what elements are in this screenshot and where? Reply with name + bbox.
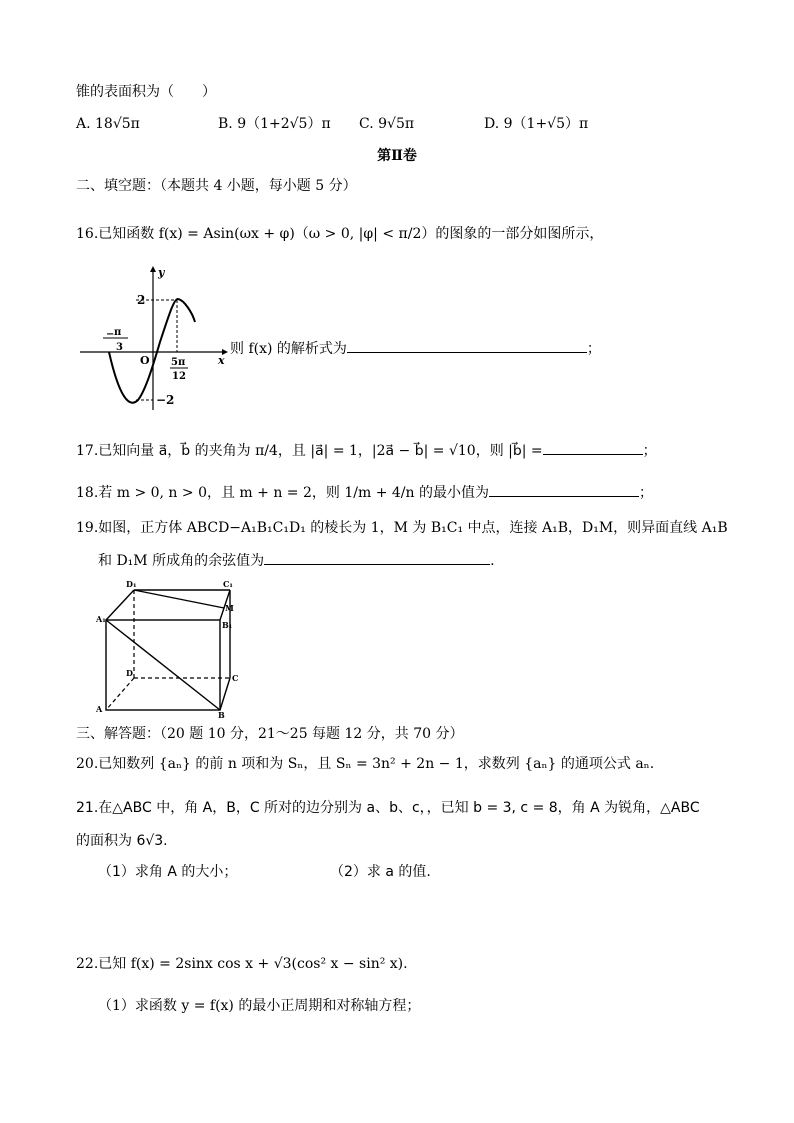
q15-option-d: D. 9（1+√5）π: [484, 116, 589, 132]
q18-line: 18.若 m > 0, n > 0，且 m + n = 2，则 1/m + 4/n 的最小值为 ；: [76, 482, 653, 503]
label-d1: D₁: [126, 579, 137, 589]
q15-option-a: A. 18√5π: [76, 116, 140, 132]
q15-option-c: C. 9√5π: [359, 116, 415, 132]
segment-d1-m: [134, 590, 224, 608]
section-title: 第Ⅱ卷: [377, 148, 417, 164]
label-a1: A₁: [96, 614, 106, 624]
q19-line1: 19.如图，正方体 ABCD−A₁B₁C₁D₁ 的棱长为 1，M 为 B₁C₁ 中点，连接 A₁B，D₁M，则异面直线 A₁B: [76, 520, 728, 536]
y-max-label: 2: [137, 293, 146, 307]
q22-text: 22.已知 f(x) = 2sinx cos x + √3(cos² x − sin² x).: [76, 956, 408, 972]
label-b1: B₁: [222, 620, 233, 630]
label-a: A: [96, 704, 103, 714]
q15-option-b: B. 9（1+2√5）π: [218, 116, 331, 132]
y-axis-label: y: [158, 266, 165, 279]
x-left-sign: −: [106, 329, 115, 340]
q18-answer-blank[interactable]: [489, 482, 639, 497]
q16-sine-graph: [76, 262, 228, 414]
q19-answer-blank[interactable]: [264, 550, 490, 565]
x-left-denominator: 3: [116, 342, 123, 353]
q21-sub2: （2）求 a 的值.: [330, 864, 431, 880]
q16-answer-blank[interactable]: [347, 338, 587, 353]
label-c1: C₁: [223, 579, 233, 589]
q17-text: 17.已知向量 a⃗，b⃗ 的夹角为 π/4，且 |a⃗| = 1，|2a⃗ − b⃗| = √10，则 |b⃗| =: [76, 443, 543, 459]
q16-stem: 16.已知函数 f(x) = Asin(ωx + φ)（ω > 0, |φ| < π/2）的图象的一部分如图所示，: [76, 226, 604, 242]
label-c: C: [232, 673, 239, 683]
x-right-denominator: 12: [172, 371, 186, 382]
part2-heading: 二、填空题：（本题共 4 小题，每小题 5 分）: [76, 178, 357, 194]
x-right-numerator: 5π: [171, 357, 186, 368]
q17-line: 17.已知向量 a⃗，b⃗ 的夹角为 π/4，且 |a⃗| = 1，|2a⃗ − b⃗| = √10，则 |b⃗| = ；: [76, 440, 657, 461]
q21-line1: 21.在△ABC 中，角 A，B，C 所对的边分别为 a、b、c，，已知 b = 3, c = 8，角 A 为锐角，△ABC: [76, 800, 700, 816]
q21-line2: 的面积为 6√3.: [76, 833, 168, 849]
q17-answer-blank[interactable]: [543, 440, 643, 455]
edge-c-b: [220, 678, 230, 710]
part3-heading: 三、解答题：（20 题 10 分，21～25 每题 12 分，共 70 分）: [76, 726, 464, 742]
y-min-label: −2: [156, 393, 175, 407]
label-m: M: [225, 603, 234, 613]
q19-line2-container: 和 D₁M 所成角的余弦值为 .: [98, 550, 495, 571]
q15-tail: 锥的表面积为（ ）: [76, 84, 216, 100]
x-axis-label: x: [218, 354, 225, 367]
label-b: B: [218, 710, 225, 718]
segment-a1-b: [106, 620, 220, 710]
y-axis-arrow-icon: [150, 266, 156, 272]
edge-d1-a1: [106, 590, 134, 620]
x-left-numerator: π: [114, 327, 122, 338]
q22-sub1: （1）求函数 y = f(x) 的最小正周期和对称轴方程；: [98, 998, 421, 1014]
q16-answer-prompt: 则 f(x) 的解析式为: [230, 341, 347, 357]
hidden-edge-d-a: [106, 678, 134, 710]
q19-line2: 和 D₁M 所成角的余弦值为: [98, 553, 265, 569]
q19-cube-figure: [90, 578, 240, 718]
q18-text: 18.若 m > 0, n > 0，且 m + n = 2，则 1/m + 4/n 的最小值为: [76, 485, 489, 501]
q21-sub1: （1）求角 A 的大小；: [98, 864, 238, 880]
origin-label: O: [140, 354, 150, 367]
label-d: D: [126, 668, 133, 678]
q16-answer-line: 则 f(x) 的解析式为 ；: [230, 338, 601, 359]
q20-text: 20.已知数列 {aₙ} 的前 n 项和为 Sₙ，且 Sₙ = 3n² + 2n − 1，求数列 {aₙ} 的通项公式 aₙ.: [76, 756, 655, 772]
